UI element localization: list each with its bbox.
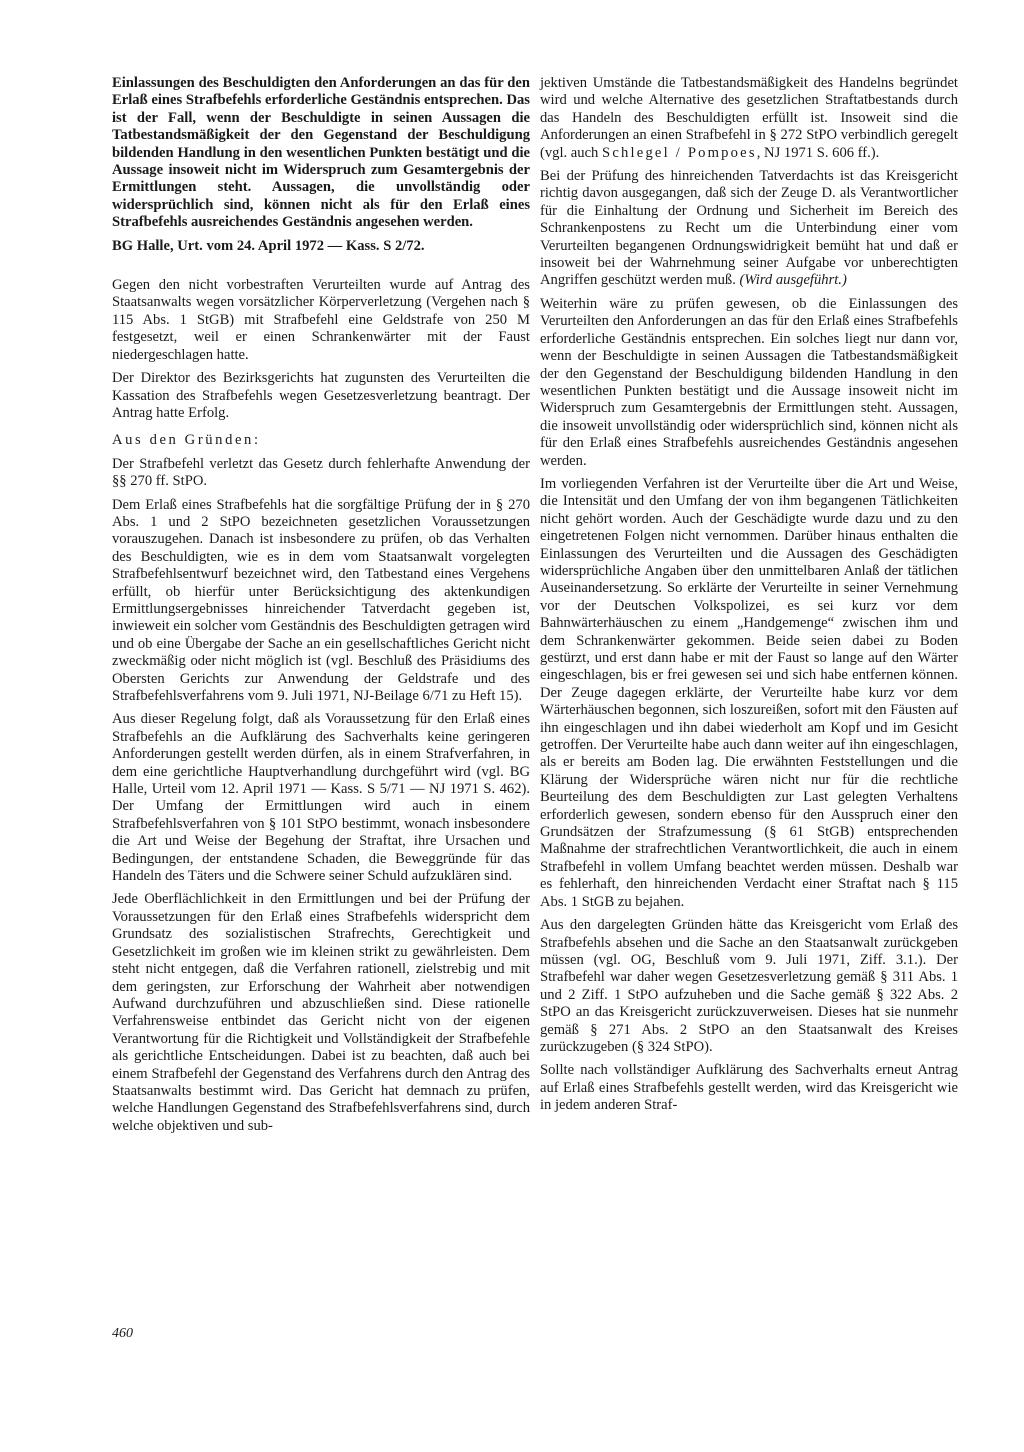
- case-citation: BG Halle, Urt. vom 24. April 1972 — Kass. S 2/72.: [112, 237, 425, 254]
- confession-paragraph: Weiterhin wäre zu prüfen gewesen, ob die Einlassungen des Verurteilten den Anforderungen an das für den Erlaß eines Strafbefehls erforderliche Geständnis entsprechen. Ein solches liegt nur dann vor, wenn der Beschuldigte in seinen Aussagen die Tatbestandsmäßigkeit der den Gegenstand der Beschuldigung bildenden Handlung in den wesentlichen Punkten bestätigt und die Aussage insoweit nicht im Widerspruch zum Gesamtergebnis der Ermittlungen steht. Aussagen, die insoweit unvollständig oder widersprüchlich sind, können nicht als für den Erlaß eines Strafbefehls ausreichendes Geständnis angesehen werden.: [540, 295, 958, 469]
- conclusion-paragraph: Aus den dargelegten Gründen hätte das Kreisgericht vom Erlaß des Strafbefehls absehen und die Sache an den Staatsanwalt zurückgeben müssen (vgl. OG, Beschluß vom 9. Juli 1971, Ziff. 3.1.). Der Strafbefehl war daher wegen Gesetzesverletzung gemäß § 311 Abs. 1 und 2 Ziff. 1 StPO aufzuheben und die Sache gemäß § 322 Abs. 2 StPO an das Kreisgericht zurückzuverweisen. Dieses hat sie nunmehr gemäß § 271 Abs. 2 StPO an den Staatsanwalt des Kreises zurückzugeben (§ 324 StPO).: [540, 917, 958, 1055]
- omission-note: (Wird ausgeführt.): [739, 272, 847, 289]
- page-number: 460: [112, 1326, 133, 1341]
- present-case-paragraph: Im vorliegenden Verfahren ist der Verurteilte über die Art und Weise, die Intensität und den Umfang der von ihm begangenen Tätlichkeiten nicht gehört worden. Auch der Geschädigte wurde dazu und zu den eingetretenen Folgen nicht vernommen. Darüber hinaus enthalten die Einlassungen des Verurteilten und die Aussagen des Geschädigten widersprüchliche Angaben über den unmittelbaren Anlaß der tätlichen Auseinandersetzung. So erklärte der Verurteilte in seiner Vernehmung vor der Deutschen Volkspolizei, es sei kurz vor dem Bahnwärterhäuschen zu einem „Handgemenge“ zwischen ihm und dem Schrankenwärter gekommen. Beide seien dabei zu Boden gestürzt, und erst dann habe er mit der Faust so lange auf den Wärter eingeschlagen, bis er frei gewesen sei und sich habe entfernen können. Der Zeuge dagegen erklärte, der Verurteilte habe kurz vor dem Wärterhäuschen begonnen, sich loszureißen, sofort mit den Fäusten auf ihn eingeschlagen und ihn dabei wiederholt am Kopf und im Gesicht getroffen. Der Verurteilte habe auch dann weiter auf ihn eingeschlagen, als er bereits am Boden lag. Die erwähnten Feststellungen und die Klärung der Widersprüche wären nicht nur für die rechtliche Beurteilung des dem Beschuldigten zur Last gelegten Verhaltens erforderlich gewesen, sondern ebenso für den Ausspruch einer den Grundsätzen der Strafzumessung (§ 61 StGB) entsprechenden Maßnahme der strafrechtlichen Verantwortlichkeit, die auch in einem Strafbefehl in vollem Umfang beachtet werden müssen. Deshalb war es fehlerhaft, den hinreichenden Verdacht einer Straftat nach § 115 Abs. 1 StGB zu bejahen.: [540, 475, 958, 910]
- facts-paragraph-1: Gegen den nicht vorbestraften Verurteilten wurde auf Antrag des Staatsanwalts wegen vorsätzlicher Körperverletzung (Vergehen nach § 115 Abs. 1 StGB) mit Strafbefehl eine Geldstrafe von 250 M festgesetzt, weil er einen Schrankenwärter mit der Faust niedergeschlagen hatte.: [112, 277, 530, 363]
- reasons-paragraph-2: Dem Erlaß eines Strafbefehls hat die sorgfältige Prüfung der in § 270 Abs. 1 und 2 StPO bezeichneten gesetzlichen Voraussetzungen vorauszugehen. Danach ist insbesondere zu prüfen, ob das Verhalten des Beschuldigten, wie es in dem vom Staatsanwalt vorgelegten Strafbefehlsentwurf bezeichnet wird, den Tatbestand eines Vergehens erfüllt, ob hierfür unter Berücksichtigung des aktenkundigen Ermittlungsergebnisses hinreichender Tatverdacht gegeben ist, inwieweit ein solcher vom Geständnis des Beschuldigten getragen wird und ob eine Übergabe der Sache an ein gesellschaftliches Gericht nicht zweckmäßig oder nicht möglich ist (vgl. Beschluß des Präsidiums des Obersten Gerichts zur Anwendung der Geldstrafe und des Strafbefehlsverfahrens vom 9. Juli 1971, NJ-Beilage 6/71 zu Heft 15).: [112, 496, 530, 704]
- left-column: [112, 75, 530, 1141]
- headnote: Einlassungen des Beschuldigten den Anforderungen an das für den Erlaß eines Strafbefehls erforderliche Geständnis entsprechen. Das ist der Fall, wenn der Beschuldigte in seinen Aussagen die Tatbestandsmäßigkeit der den Gegenstand der Beschuldigung bildenden Handlung in den wesentlichen Punkten bestätigt und die Aussage insoweit nicht im Widerspruch zum Gesamtergebnis der Ermittlungen steht. Aussagen, die unvollständig oder widersprüchlich sind, können nicht als für den Erlaß eines Strafbefehls ausreichendes Geständnis angesehen werden.: [112, 75, 530, 231]
- continuation-text-b: , NJ 1971 S. 606 ff.).: [756, 144, 880, 161]
- suspicion-paragraph: [540, 168, 958, 290]
- continuation-text-a: jektiven Umstände die Tatbestandsmäßigkeit des Handelns begründet wird und welche Alternative des gesetzlichen Straftatbestands durch das Handeln des Beschuldigten erfüllt ist. Insoweit sind die Anforderungen an einen Strafbefehl in § 272 StPO verbindlich geregelt (vgl. auch: [540, 75, 958, 161]
- right-column: [540, 75, 958, 1121]
- cited-authors: Schlegel / Pompoes: [602, 144, 757, 161]
- reasons-heading: Aus den Gründen:: [112, 432, 261, 449]
- continuation-paragraph: [540, 75, 958, 162]
- suspicion-text: Bei der Prüfung des hinreichenden Tatverdachts ist das Kreisgericht richtig davon ausgegangen, daß sich der Zeuge D. als Verantwortlicher für die Einhaltung der Ordnung und Sicherheit im Bereich des Schrankenpostens zu Recht um die Unterbindung einer vom Verurteilten begangenen Ordnungswidrigkeit bemüht hat und daß er insoweit bei der Wahrnehmung seiner Aufgabe vor unberechtigten Angriffen geschützt werden muß.: [540, 168, 958, 289]
- reasons-paragraph-4: Jede Oberflächlichkeit in den Ermittlungen und bei der Prüfung der Voraussetzungen für den Erlaß eines Strafbefehls widerspricht dem Grundsatz des sozialistischen Strafrechts, Gerechtigkeit und Gesetzlichkeit im großen wie im kleinen strikt zu gewährleisten. Dem steht nicht entgegen, daß die Verfahren rationell, zielstrebig und mit dem geringsten, zur Erforschung der Wahrheit aber notwendigen Aufwand durchzuführen und abzuschließen sind. Diese rationelle Verfahrensweise entbindet das Gericht nicht von der eigenen Verantwortung für die Richtigkeit und Vollständigkeit der Strafbefehle als gerichtliche Entscheidungen. Dabei ist zu beachten, daß auch bei einem Strafbefehl der Gegenstand des Verfahrens durch den Antrag des Staatsanwalts bestimmt wird. Das Gericht hat demnach zu prüfen, welche Handlungen Gegenstand des Strafbefehlsverfahrens sind, durch welche objektiven und sub-: [112, 891, 530, 1134]
- reasons-paragraph-1: Der Strafbefehl verletzt das Gesetz durch fehlerhafte Anwendung der §§ 270 ff. StPO.: [112, 455, 530, 490]
- reasons-paragraph-3: Aus dieser Regelung folgt, daß als Voraussetzung für den Erlaß eines Strafbefehls an die Aufklärung des Sachverhalts keine geringeren Anforderungen gestellt werden dürfen, als in einem Strafverfahren, in dem eine gerichtliche Hauptverhandlung durchgeführt wird (vgl. BG Halle, Urteil vom 12. April 1971 — Kass. S 5/71 — NJ 1971 S. 462). Der Umfang der Ermittlungen wird auch in einem Strafbefehlsverfahren von § 101 StPO bestimmt, wonach insbesondere die Art und Weise der Begehung der Straftat, ihre Ursachen und Bedingungen, der entstandene Schaden, die Beweggründe für das Handeln des Täters und die Schwere seiner Schuld aufzuklären sind.: [112, 711, 530, 885]
- facts-paragraph-2: Der Direktor des Bezirksgerichts hat zugunsten des Verurteilten die Kassation des Strafbefehls wegen Gesetzesverletzung beantragt. Der Antrag hatte Erfolg.: [112, 370, 530, 421]
- final-paragraph: Sollte nach vollständiger Aufklärung des Sachverhalts erneut Antrag auf Erlaß eines Strafbefehls gestellt werden, wird das Kreisgericht wie in jedem anderen Straf-: [540, 1062, 958, 1114]
